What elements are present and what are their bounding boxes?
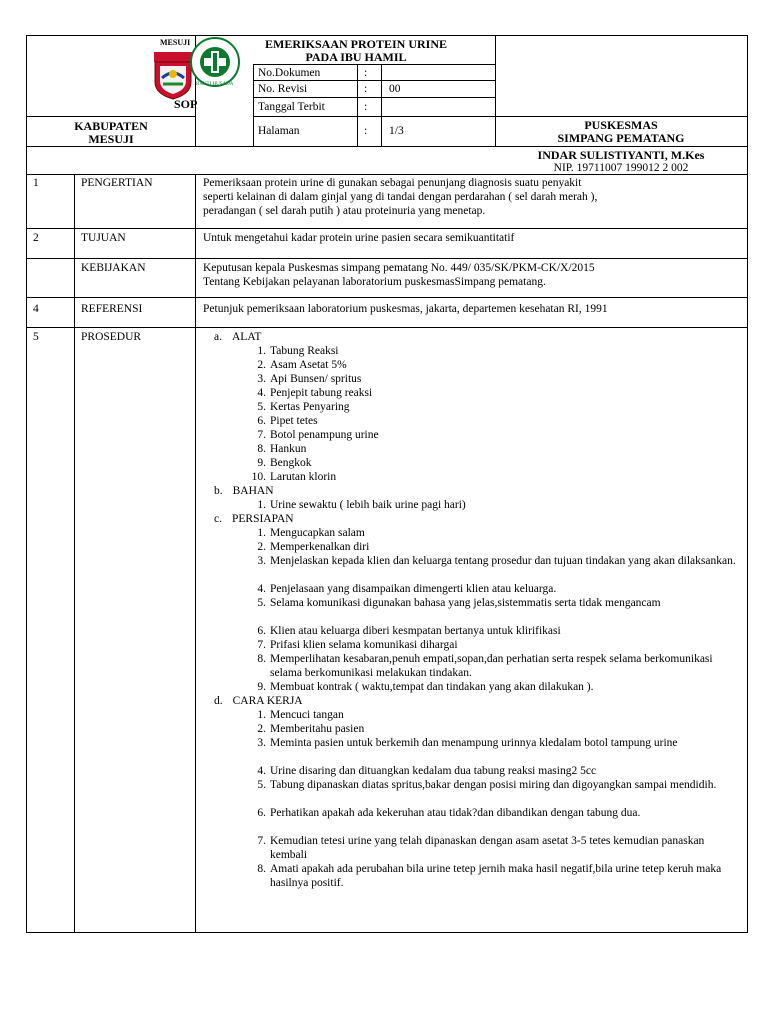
row-label-pengertian: PENGERTIAN (81, 177, 153, 189)
list-item-text: Klien atau keluarga diberi kesmpatan bertanya untuk klirifikasi (270, 625, 561, 637)
pengertian-text: Pemeriksaan protein urine di gunakan sebagai penunjang diagnosis suatu penyakit (203, 177, 582, 189)
puskesmas-line2: SIMPANG PEMATANG (557, 131, 685, 145)
list-item-text: Asam Asetat 5% (270, 359, 347, 371)
bakti-husada-logo (189, 36, 241, 88)
meta-value-no-revisi: 00 (389, 83, 401, 95)
meta-label-no-revisi: No. Revisi (258, 83, 308, 95)
section-letter: c. (214, 513, 222, 525)
list-item-text: Selama komunikasi digunakan bahasa yang jelas,sistemmatis serta tidak mengancam (270, 597, 661, 609)
list-item (248, 778, 744, 806)
section-letter: d. (214, 695, 223, 707)
meta-label-no-dokumen: No.Dokumen (258, 67, 321, 79)
list-item-number: 6. (257, 415, 266, 427)
list-item-text: Membuat kontrak ( waktu,tempat dan tindakan yang akan dilakukan ). (270, 681, 594, 693)
list-item-number: 4. (257, 765, 266, 777)
row-label-kebijakan: KEBIJAKAN (81, 262, 146, 274)
signer-nip: NIP. 19711007 199012 2 002 (553, 162, 689, 174)
list-item-number: 8. (257, 653, 266, 665)
list-item (248, 456, 744, 470)
prosedur-section-bahan (214, 484, 274, 498)
kebijakan-text: Tentang Kebijakan pelayanan laboratorium puskesmasSimpang pematang. (203, 276, 546, 288)
referensi-text: Petunjuk pemeriksaan laboratorium puskesmas, jakarta, departemen kesehatan RI, 1991 (203, 303, 608, 315)
list-item-text: Prifasi klien selama komunikasi dihargai (270, 639, 458, 651)
row-number: 2 (33, 232, 39, 244)
list-item (248, 344, 744, 358)
list-item (248, 638, 744, 652)
section-letter: a. (214, 331, 222, 343)
row-label-prosedur: PROSEDUR (81, 331, 142, 343)
list-item-text: Penjelasaan yang disampaikan dimengerti klien atau keluarga. (270, 583, 557, 595)
meta-sep: : (364, 83, 368, 95)
kebijakan-text: Keputusan kepala Puskesmas simpang pematang No. 449/ 035/SK/PKM-CK/X/2015 (203, 262, 595, 274)
list-item-number: 9. (257, 457, 266, 469)
list-item-number: 5. (257, 401, 266, 413)
list-item (248, 498, 744, 512)
list-item-text: Pipet tetes (270, 415, 318, 427)
meta-value-halaman: 1/3 (389, 125, 404, 137)
list-item (248, 680, 744, 694)
list-item (248, 862, 744, 890)
list-item (248, 834, 744, 862)
prosedur-section-alat (214, 330, 261, 344)
list-item-number: 2. (257, 541, 266, 553)
list-item (248, 596, 744, 624)
kabupaten-line2: MESUJI (88, 132, 134, 146)
list-item-number: 7. (257, 429, 266, 441)
signer-name: INDAR SULISTIYANTI, M.Kes (537, 148, 705, 162)
list-item-text: Perhatikan apakah ada kekeruhan atau tidak?dan dibandikan dengan tabung dua. (270, 807, 641, 819)
list-item-text: Tabung dipanaskan diatas spritus,bakar dengan posisi miring dan digoyangkan sampai mendidih. (270, 779, 717, 791)
list-item-text: Botol penampung urine (270, 429, 379, 441)
list-item-text: Api Bunsen/ spritus (270, 373, 362, 385)
list-item-number: 3. (257, 373, 266, 385)
list-item-number: 2. (257, 359, 266, 371)
meta-sep: : (364, 101, 368, 113)
list-item-text: Hankun (270, 443, 307, 455)
list-item-text: Urine sewaktu ( lebih baik urine pagi hari) (270, 499, 466, 511)
list-item-number: 2. (257, 723, 266, 735)
prosedur-section-cara-kerja (214, 694, 303, 708)
list-item (248, 428, 744, 442)
list-item-text: Memperkenalkan diri (270, 541, 370, 553)
section-letter: b. (214, 485, 223, 497)
mesuji-emblem-logo (152, 44, 194, 100)
list-item (248, 722, 744, 736)
doc-title-line1: EMERIKSAAN PROTEIN URINE (264, 37, 448, 51)
list-item-text: Amati apakah ada perubahan bila urine tetep jernih maka hasil negatif,bila urine tetep keruh maka hasilnya positif. (270, 863, 722, 889)
puskesmas-line1: PUSKESMAS (584, 118, 658, 132)
list-item-number: 1. (257, 527, 266, 539)
list-item-number: 9. (257, 681, 266, 693)
list-item (248, 736, 744, 764)
prosedur-section-persiapan (214, 512, 294, 526)
list-item-number: 7. (257, 639, 266, 651)
list-item-number: 3. (257, 555, 266, 567)
list-item-number: 6. (257, 625, 266, 637)
bakti-husada-caption: BAKTI HUSADA (196, 82, 234, 87)
list-item (248, 554, 744, 582)
list-item (248, 652, 744, 680)
list-item (248, 582, 744, 596)
list-item (248, 540, 744, 554)
list-item-text: Memberitahu pasien (270, 723, 365, 735)
list-item-number: 1. (257, 709, 266, 721)
list-item (248, 414, 744, 428)
list-item-text: Memperlihatan kesabaran,penuh empati,sopan,dan perhatian serta respek selama berkomunikasi selama berkomunikasi melakukan tindakan. (270, 653, 713, 679)
row-number: 5 (33, 331, 39, 343)
list-item-number: 8. (257, 863, 266, 875)
section-title: PERSIAPAN (231, 513, 294, 525)
list-item-text: Penjepit tabung reaksi (270, 387, 373, 399)
list-item-number: 1. (257, 345, 266, 357)
list-item-number: 1. (257, 499, 266, 511)
list-item-text: Urine disaring dan dituangkan kedalam dua tabung reaksi masing2 5cc (270, 765, 597, 777)
sop-label: SOP (174, 97, 198, 111)
list-item (248, 400, 744, 414)
row-number: 1 (33, 177, 39, 189)
list-item (248, 764, 744, 778)
list-item-text: Mencuci tangan (270, 709, 344, 721)
pengertian-text: seperti kelainan di dalam ginjal yang di tandai dengan perdarahan ( sel darah merah ), (203, 191, 598, 203)
pengertian-text: peradangan ( sel darah putih ) atau proteinuria yang menetap. (203, 205, 486, 217)
tujuan-text: Untuk mengetahui kadar protein urine pasien secara semikuantitatif (203, 232, 515, 244)
section-title: CARA KERJA (232, 695, 303, 707)
list-item-text: Meminta pasien untuk berkemih dan menampung urinnya kledalam botol tampung urine (270, 737, 678, 749)
list-item (248, 806, 744, 834)
list-item-text: Mengucapkan salam (270, 527, 365, 539)
meta-label-tanggal-terbit: Tanggal Terbit (258, 101, 325, 113)
list-item-number: 6. (257, 807, 266, 819)
list-item-number: 5. (257, 779, 266, 791)
section-title: ALAT (231, 331, 262, 343)
list-item (248, 470, 744, 484)
list-item (248, 442, 744, 456)
meta-sep: : (364, 125, 368, 137)
list-item (248, 386, 744, 400)
list-item-text: Kertas Penyaring (270, 401, 350, 413)
list-item-number: 4. (257, 583, 266, 595)
logo-caption: MESUJI (160, 38, 191, 47)
list-item-number: 3. (257, 737, 266, 749)
doc-title-line2: PADA IBU HAMIL (305, 50, 407, 64)
list-item (248, 358, 744, 372)
list-item-number: 5. (257, 597, 266, 609)
meta-sep: : (364, 67, 368, 79)
list-item (248, 526, 744, 540)
kabupaten-line1: KABUPATEN (74, 119, 148, 133)
list-item-number: 4. (257, 387, 266, 399)
list-item-text: Bengkok (270, 457, 312, 469)
row-number: 4 (33, 303, 39, 315)
section-title: BAHAN (232, 485, 274, 497)
row-label-tujuan: TUJUAN (81, 232, 126, 244)
row-label-referensi: REFERENSI (81, 303, 143, 315)
list-item-text: Tabung Reaksi (270, 345, 339, 357)
list-item (248, 372, 744, 386)
list-item (248, 624, 744, 638)
list-item (248, 708, 744, 722)
list-item-text: Kemudian tetesi urine yang telah dipanaskan dengan asam asetat 3-5 tetes kemudian panaskan kembali (270, 835, 705, 861)
list-item-text: Larutan klorin (270, 471, 337, 483)
list-item-number: 10. (251, 471, 266, 483)
list-item-number: 7. (257, 835, 266, 847)
meta-label-halaman: Halaman (258, 125, 300, 137)
list-item-text: Menjelaskan kepada klien dan keluarga tentang prosedur dan tujuan tindakan yang akan dilaksankan. (270, 555, 736, 567)
list-item-number: 8. (257, 443, 266, 455)
